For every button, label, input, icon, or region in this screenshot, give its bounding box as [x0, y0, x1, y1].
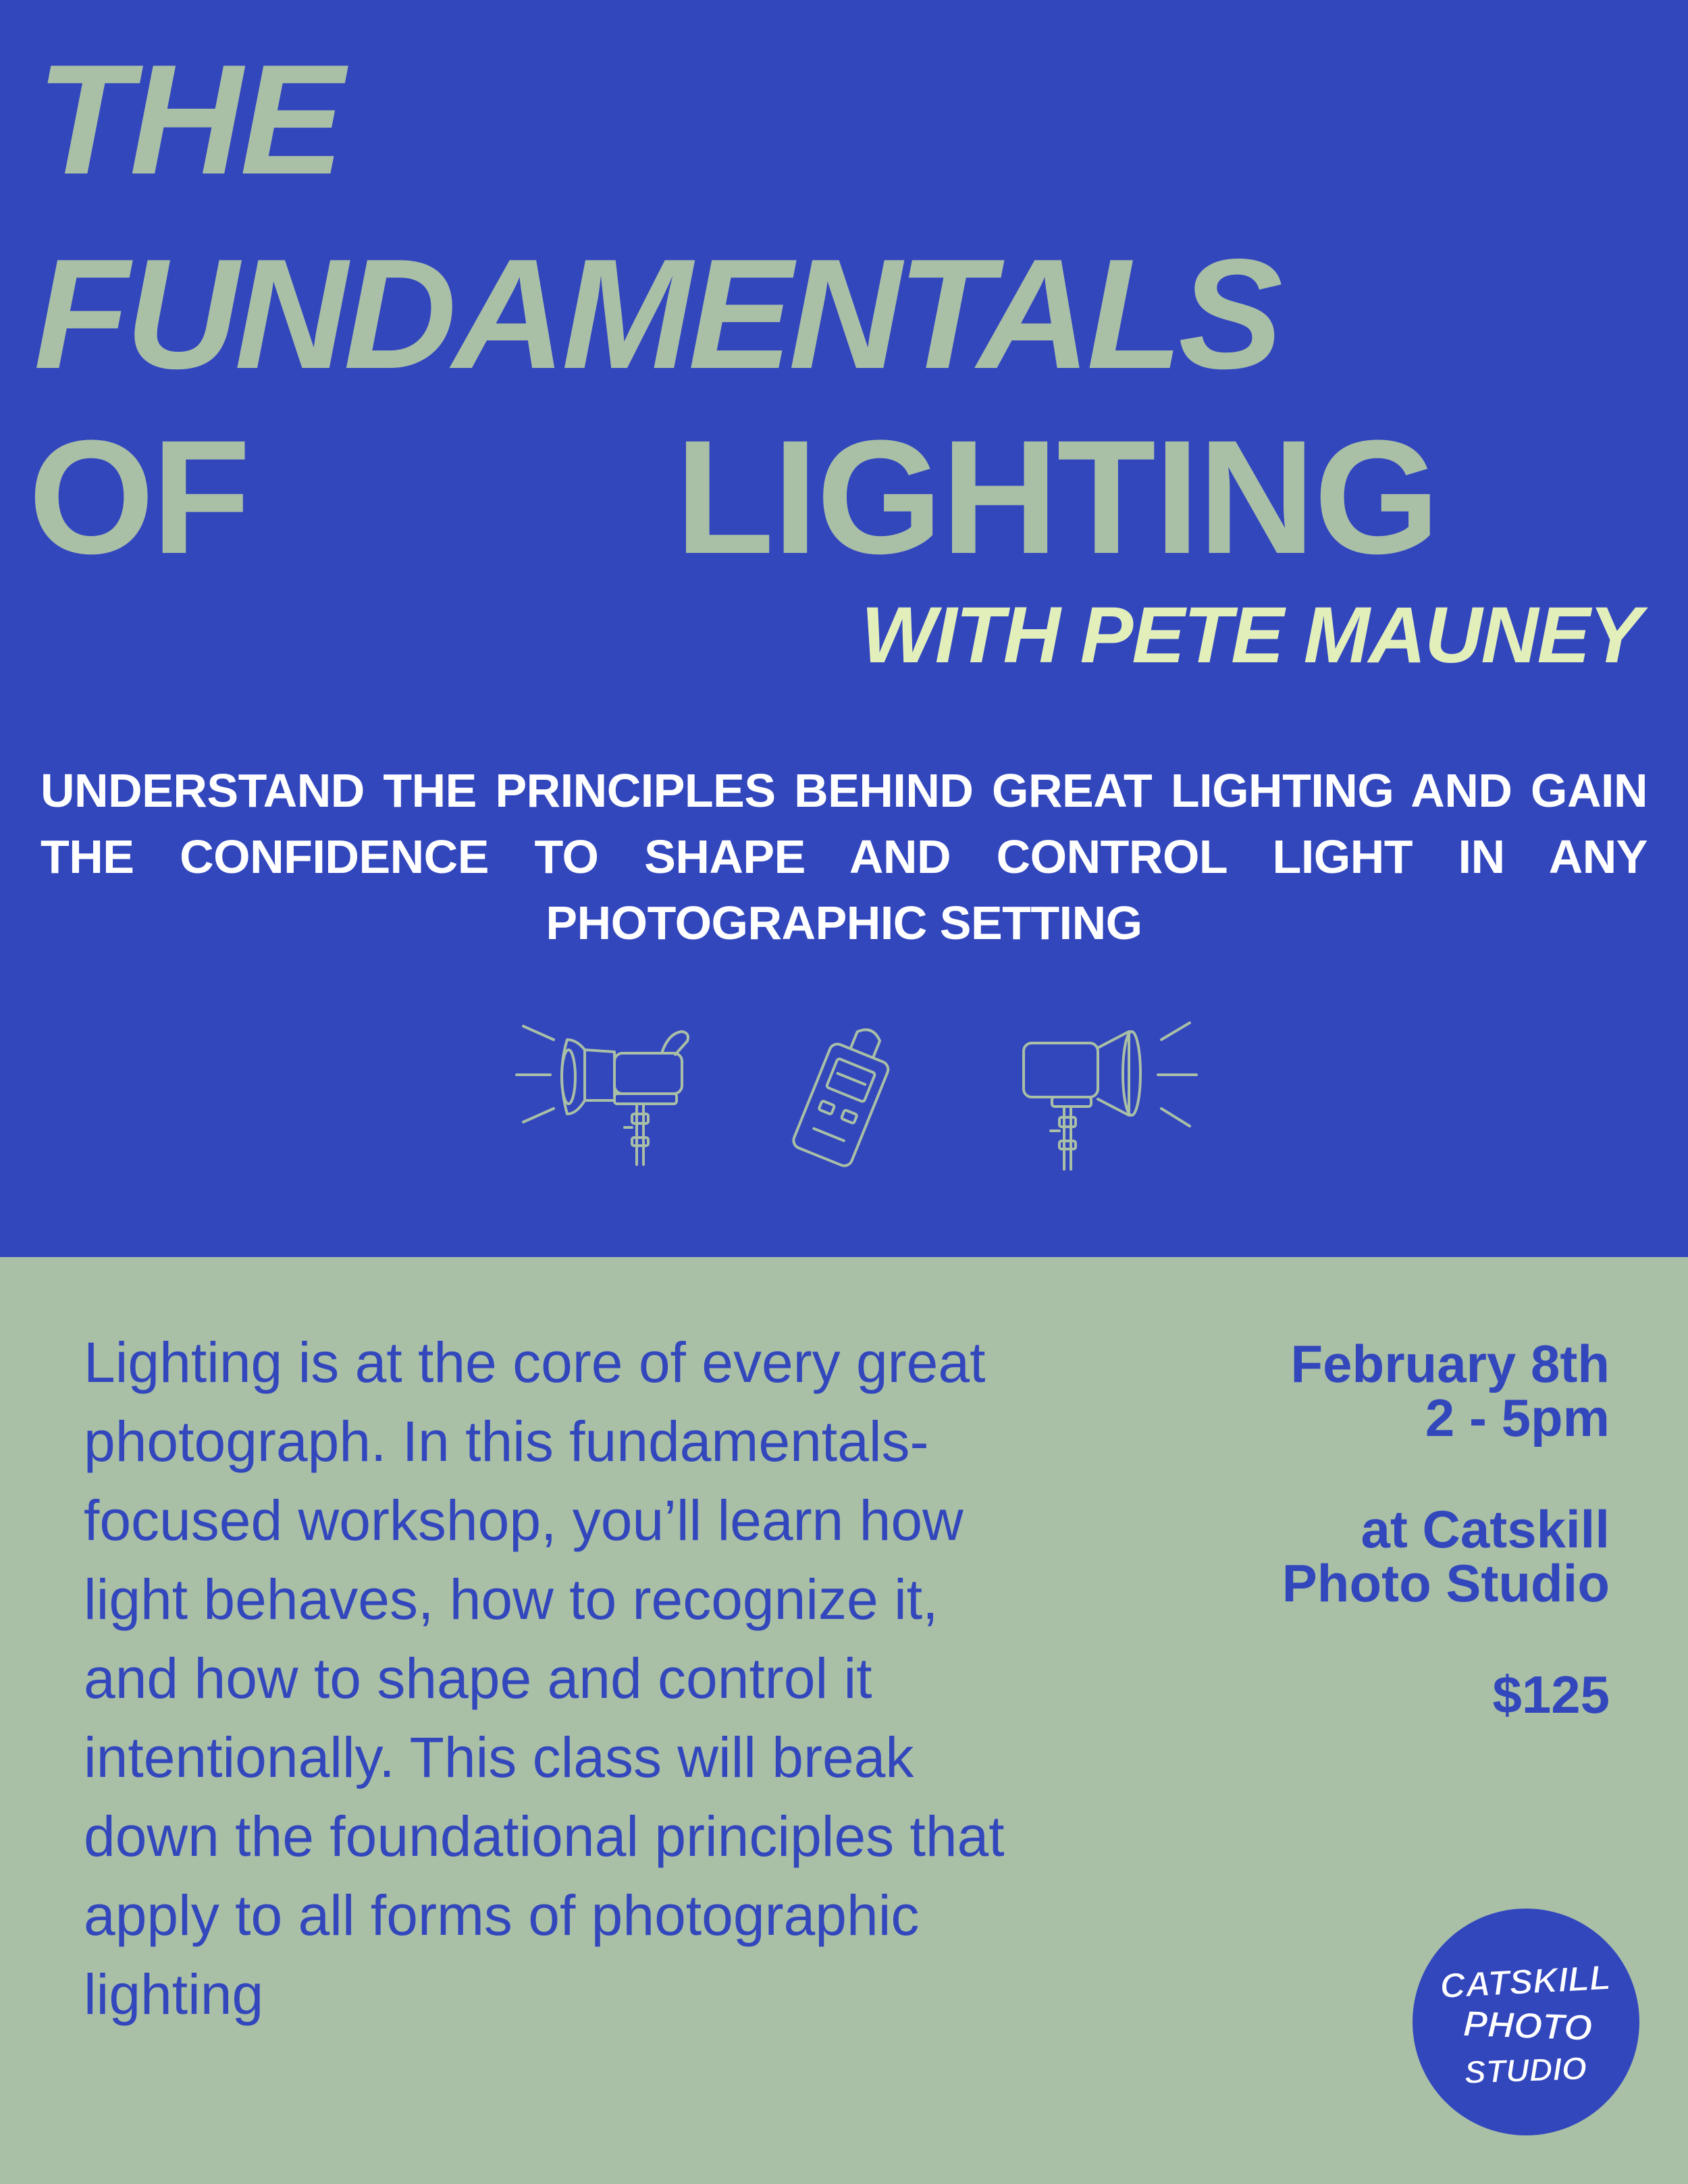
- title-line-2: FUNDAMENTALS: [34, 227, 1279, 402]
- catskill-photo-studio-logo: [1411, 1907, 1641, 2137]
- event-date-time: [1290, 1334, 1610, 1447]
- event-location: [1282, 1499, 1610, 1613]
- title-line-1: THE: [36, 32, 342, 207]
- presenter-name: WITH PETE MAUNEY: [861, 591, 1641, 680]
- location-line-2: Photo Studio: [1282, 1553, 1610, 1613]
- light-meter-icon: [790, 1013, 898, 1175]
- logo-text-catskill: CATSKILL: [1439, 1958, 1612, 2006]
- logo-text-studio: STUDIO: [1463, 2050, 1588, 2092]
- title-line-3-left: OF: [28, 406, 248, 587]
- title-line-3-right: LIGHTING: [675, 406, 1439, 587]
- event-price: $125: [1492, 1665, 1610, 1724]
- studio-strobe-icon: [1013, 1013, 1202, 1175]
- location-line-1: at Catskill: [1361, 1499, 1610, 1559]
- tagline: UNDERSTAND THE PRINCIPLES BEHIND GREAT LIGHTING AND GAIN THE CONFIDENCE TO SHAPE AND CONTROL LIGHT IN ANY PHOTOGRAPHIC SETTING: [41, 764, 1647, 949]
- event-time: 2 - 5pm: [1425, 1388, 1610, 1447]
- studio-strobe-icon: [513, 1013, 716, 1175]
- workshop-description: Lighting is at the core of every great photograph. In this fundamentals-focused workshop, you’ll learn how light behaves, how to recognize it, and how to shape and control it intentionally. This class will break down the foundational principles that apply to all forms of photographic lighting: [84, 1331, 1005, 2026]
- event-date: February 8th: [1290, 1334, 1610, 1393]
- logo-text-photo: PHOTO: [1462, 2003, 1593, 2049]
